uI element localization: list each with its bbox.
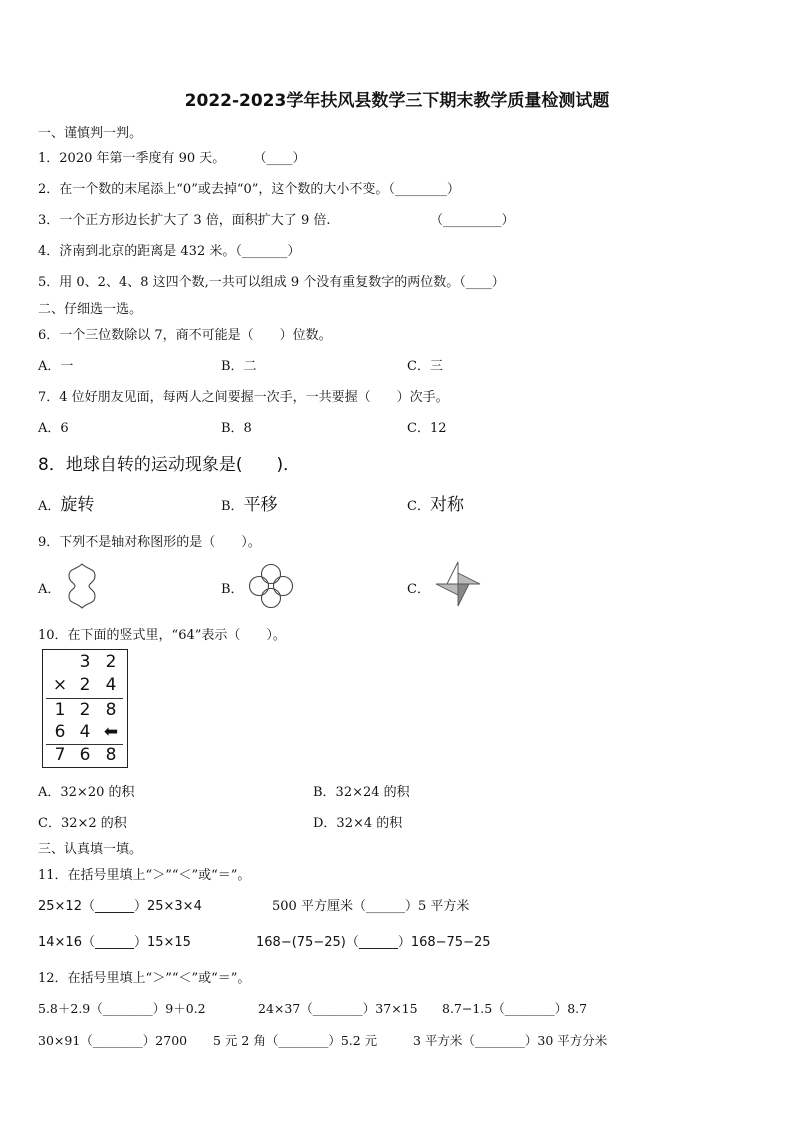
divider-line xyxy=(46,698,123,699)
digit: 7 xyxy=(54,745,66,765)
question-3 xyxy=(38,209,330,228)
compare-expression[interactable]: 500 平方厘米（______）5 平方米 xyxy=(272,899,470,914)
compare-expression[interactable]: 24×37（________）37×15 xyxy=(258,1001,418,1016)
section-heading-fill: 三、认真填一填。 xyxy=(38,842,143,857)
section-heading-choose: 二、仔细选一选。 xyxy=(38,302,143,317)
choice-a[interactable]: A．一 xyxy=(38,359,74,374)
question-10: 10．在下面的竖式里，“64”表示（ ）。 xyxy=(38,628,286,643)
digit: 8 xyxy=(105,700,117,720)
digit: 4 xyxy=(79,722,91,742)
answer-blank[interactable]: （____） xyxy=(253,151,306,166)
choice-c[interactable]: C． xyxy=(407,582,430,597)
question-5: 5．用 0、2、4、8 这四个数,一共可以组成 9 个没有重复数字的两位数。（____） xyxy=(38,275,505,290)
choice-c[interactable]: C．32×2 的积 xyxy=(38,816,127,831)
answer-blank[interactable]: （_________） xyxy=(430,213,515,228)
question-3-text: 3．一个正方形边长扩大了 3 倍，面积扩大了 9 倍. xyxy=(38,213,331,228)
compare-expression[interactable]: 168−(75−25)（______）168−75−25 xyxy=(256,935,491,950)
choice-b[interactable] xyxy=(221,490,278,515)
choice-a[interactable]: A．32×20 的积 xyxy=(38,785,135,800)
question-2: 2．在一个数的末尾添上“0”或去掉“0”，这个数的大小不变。（________） xyxy=(38,182,460,197)
choice-d[interactable]: D．32×4 的积 xyxy=(313,816,403,831)
choice-c-letter: C． xyxy=(407,499,430,514)
question-6: 6．一个三位数除以 7，商不可能是（ ）位数。 xyxy=(38,328,332,343)
pinwheel-figure xyxy=(433,560,483,608)
digit: 4 xyxy=(105,675,117,695)
choice-c-text: 对称 xyxy=(429,495,464,515)
question-7: 7．4 位好朋友见面，每两人之间要握一次手，一共要握（ ）次手。 xyxy=(38,390,449,405)
choice-c[interactable] xyxy=(407,490,464,515)
choice-a[interactable]: A．6 xyxy=(38,421,69,436)
choice-b-letter: B． xyxy=(221,499,244,514)
compare-expression[interactable]: 5.8＋2.9（________）9＋0.2 xyxy=(38,1001,206,1016)
digit: 2 xyxy=(105,652,117,672)
digit: 3 xyxy=(79,652,91,672)
digit: 6 xyxy=(54,722,66,742)
section-heading-judge: 一、谨慎判一判。 xyxy=(38,126,143,141)
choice-c[interactable]: C．三 xyxy=(407,359,443,374)
digit: 1 xyxy=(54,700,66,720)
digit: 6 xyxy=(79,745,91,765)
choice-a-letter: A． xyxy=(38,499,61,514)
choice-a[interactable] xyxy=(38,490,94,515)
question-8: 8．地球自转的运动现象是( )． xyxy=(38,455,301,475)
compare-expression[interactable]: 5 元 2 角（________）5.2 元 xyxy=(213,1033,378,1048)
choice-a-text: 旋转 xyxy=(60,495,95,515)
four-circle-flower-figure xyxy=(247,563,295,609)
compare-expression[interactable]: 14×16（______）15×15 xyxy=(38,935,191,950)
compare-expression[interactable]: 3 平方米（________）30 平方分米 xyxy=(413,1033,608,1048)
question-1 xyxy=(38,147,305,166)
compare-expression[interactable]: 30×91（________）2700 xyxy=(38,1033,188,1048)
choice-b[interactable]: B．8 xyxy=(221,421,252,436)
vertical-multiplication-box xyxy=(42,649,128,768)
choice-b[interactable]: B． xyxy=(221,582,244,597)
choice-b[interactable]: B．二 xyxy=(221,359,257,374)
choice-b[interactable]: B．32×24 的积 xyxy=(313,785,410,800)
question-9: 9．下列不是轴对称图形的是（ ）。 xyxy=(38,535,261,550)
compare-expression[interactable]: 25×12（______）25×3×4 xyxy=(38,899,202,914)
arrow-left-icon: ⬅ xyxy=(103,722,119,742)
question-1-text: 1．2020 年第一季度有 90 天。 xyxy=(38,151,226,166)
question-12: 12．在括号里填上“＞”“＜”或“＝”。 xyxy=(38,971,251,986)
digit: 8 xyxy=(105,745,117,765)
digit: 2 xyxy=(79,675,91,695)
compare-expression[interactable]: 8.7−1.5（________）8.7 xyxy=(442,1001,588,1016)
choice-a[interactable]: A． xyxy=(38,582,61,597)
choice-b-text: 平移 xyxy=(243,495,278,515)
question-11: 11．在括号里填上“＞”“＜”或“＝”。 xyxy=(38,868,251,883)
page-title: 2022-2023学年扶风县数学三下期末教学质量检测试题 xyxy=(184,91,610,111)
symmetric-lobed-shape-figure xyxy=(62,562,102,610)
times-sign: × xyxy=(52,675,68,695)
question-4: 4．济南到北京的距离是 432 米。（_______） xyxy=(38,244,301,259)
choice-c[interactable]: C．12 xyxy=(407,421,447,436)
digit: 2 xyxy=(79,700,91,720)
